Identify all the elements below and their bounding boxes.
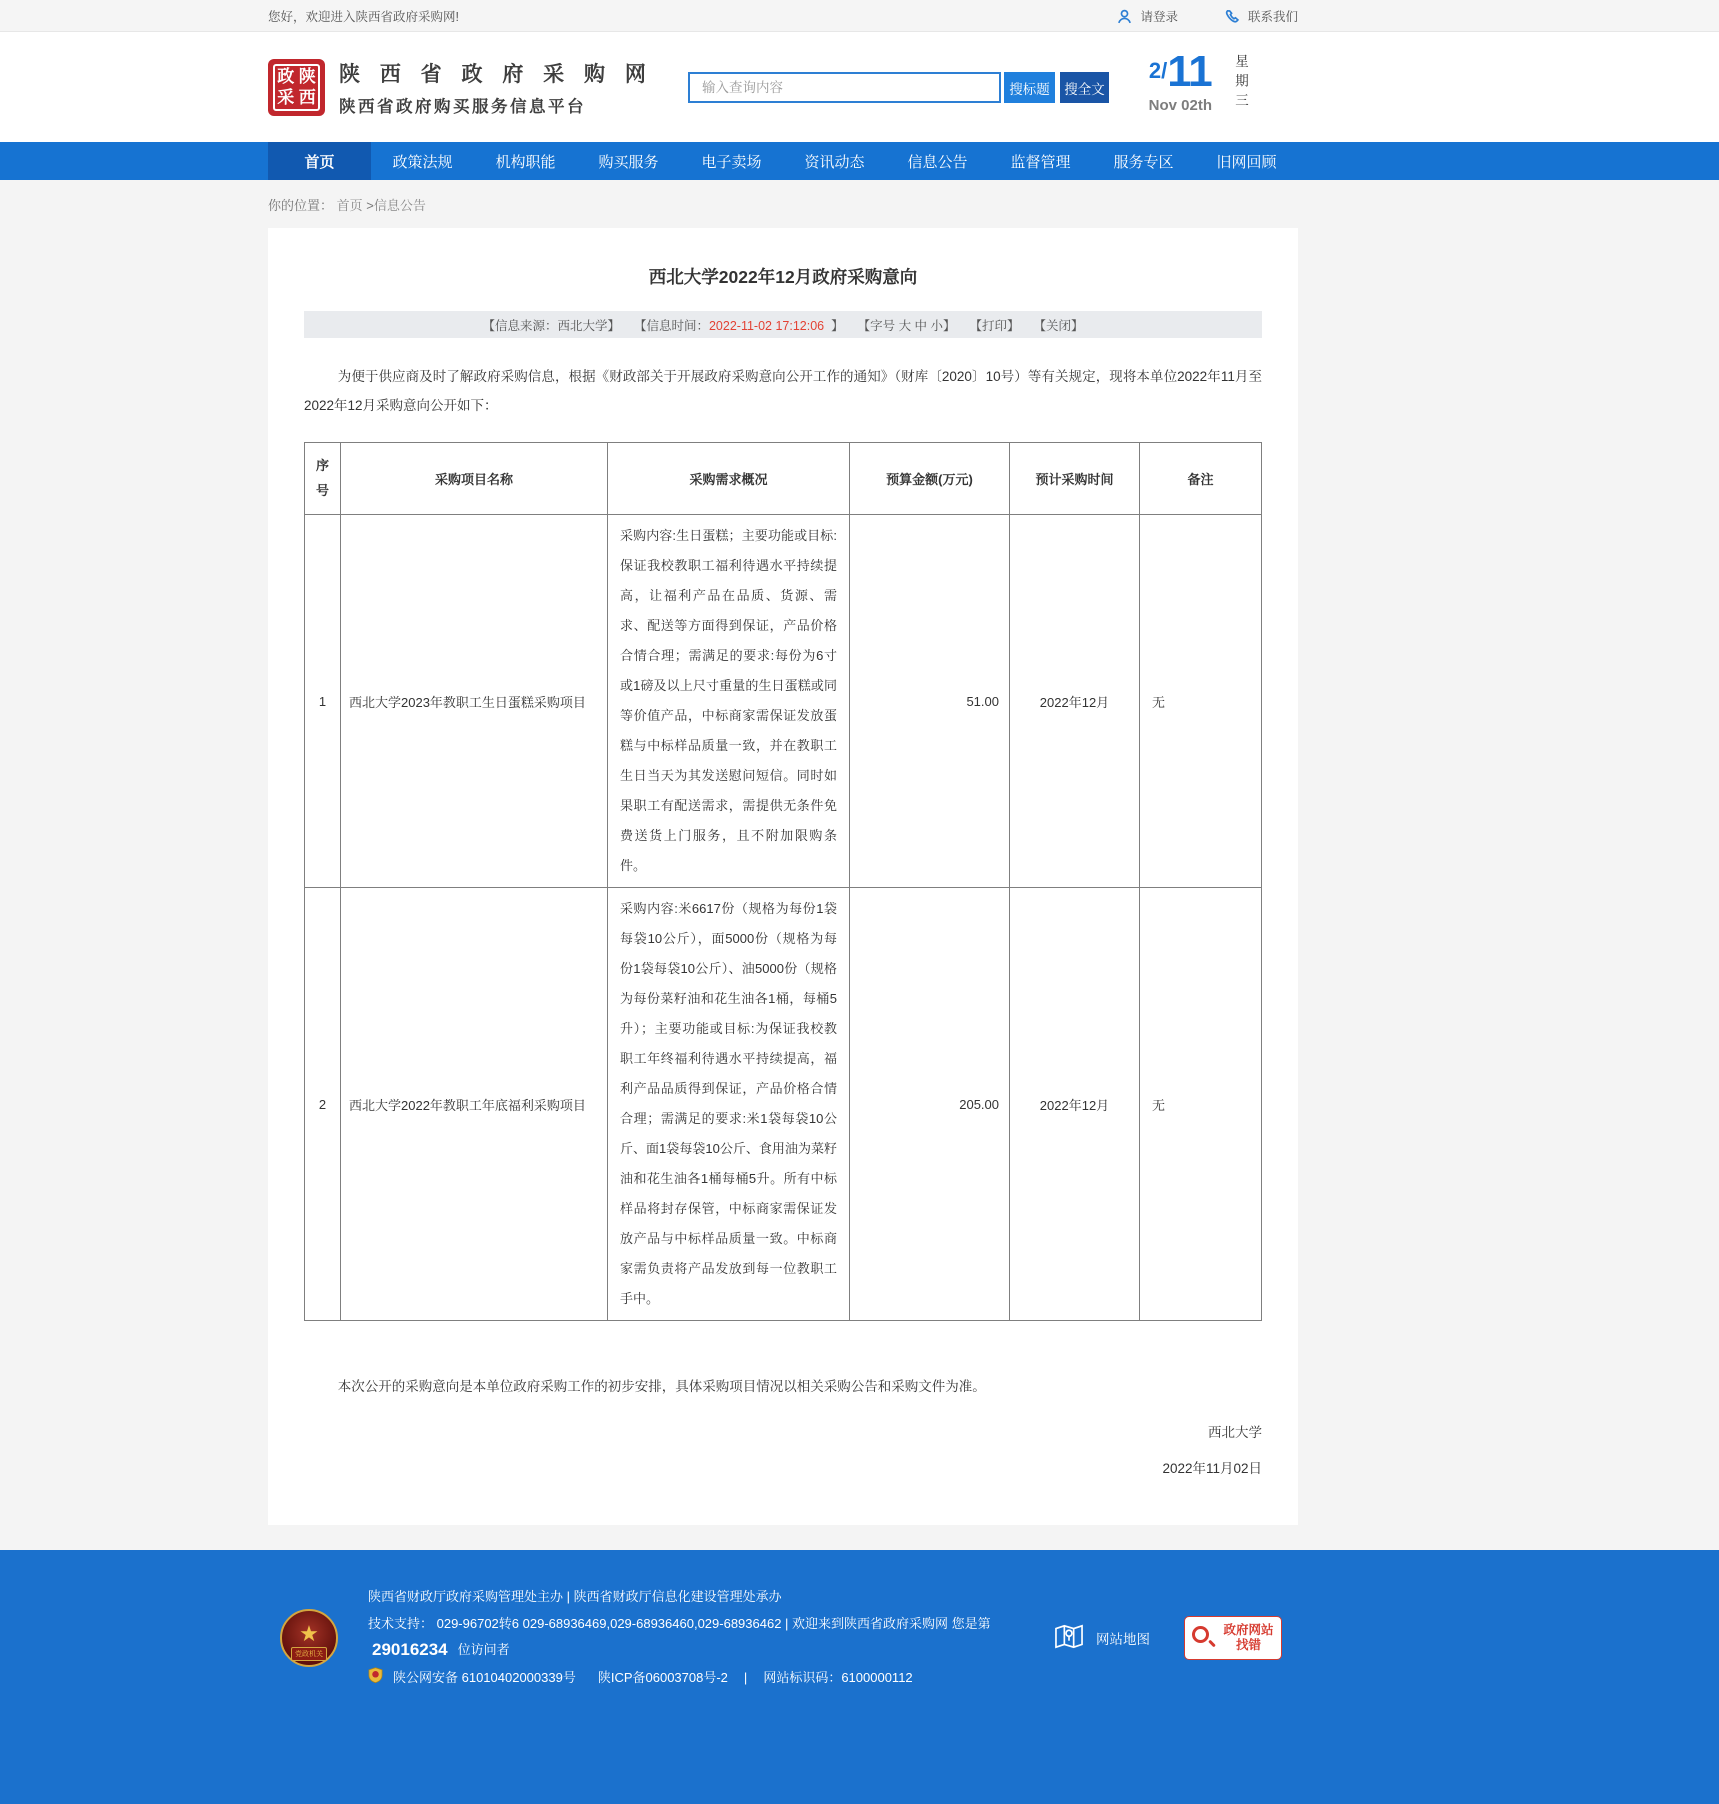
nav-item-purchase-services[interactable]: 购买服务 bbox=[598, 153, 659, 171]
cell-time: 2022年12月 bbox=[1010, 888, 1140, 1321]
nav-item-functions[interactable]: 机构职能 bbox=[495, 153, 556, 171]
error-box-line2: 找错 bbox=[1235, 1638, 1261, 1652]
error-finder-icon bbox=[1192, 1626, 1216, 1650]
cell-project-name: 西北大学2022年教职工年底福利采购项目 bbox=[341, 888, 608, 1321]
contact-link[interactable] bbox=[1224, 7, 1298, 25]
cell-note: 无 bbox=[1140, 888, 1262, 1321]
table-row bbox=[305, 888, 1262, 1321]
cell-demand: 采购内容:米6617份（规格为每份1袋每袋10公斤），面5000份（规格为每份1袋每袋10公斤）、油5000份（规格为每份菜籽油和花生油各1桶，每桶5升）；主要功能或目标:为保证我校教职工年终福利待遇水平持续提高，福利产品品质得到保证，产品价格合情合理；需满足的要求:米1袋每袋10公斤、面1袋每袋10公斤、食用油为菜籽油和花生油各1桶每桶5升。所有中标样品将封存保管，中标商家需保证发放产品与中标样品质量一致。中标商家需负责将产品发放到每一位教职工手中。 bbox=[608, 888, 850, 1321]
breadcrumb-separator: > bbox=[366, 198, 374, 213]
breadcrumb bbox=[268, 195, 1298, 214]
site-logo[interactable] bbox=[268, 58, 653, 117]
table-row bbox=[305, 515, 1262, 888]
procurement-table bbox=[304, 442, 1262, 1321]
site-title: 陕 西 省 政 府 采 购 网 bbox=[339, 62, 653, 86]
login-link[interactable] bbox=[1116, 7, 1178, 25]
article-title: 西北大学2022年12月政府采购意向 bbox=[648, 267, 918, 287]
meta-time: 【信息时间：2022-11-02 17:12:06 】 bbox=[633, 318, 844, 333]
contact-label: 联系我们 bbox=[1247, 10, 1298, 24]
nav-item-announcements[interactable]: 信息公告 bbox=[907, 153, 968, 171]
meta-font-size-control[interactable]: 【字号 大 中 小】 bbox=[857, 318, 956, 333]
nav-item-home[interactable]: 首页 bbox=[268, 142, 371, 180]
breadcrumb-home-link[interactable]: 首页 bbox=[336, 198, 363, 213]
topbar bbox=[0, 0, 1719, 32]
site-header bbox=[0, 32, 1719, 142]
date-weekday: 星期三 bbox=[1233, 54, 1248, 113]
welcome-text: 您好，欢迎进入陕西省政府采购网! bbox=[268, 10, 459, 24]
article-signer: 西北大学 bbox=[1208, 1425, 1262, 1440]
cell-demand: 采购内容:生日蛋糕；主要功能或目标:保证我校教职工福利待遇水平持续提高，让福利产品在品质、货源、需求、配送等方面得到保证，产品价格合情合理；需满足的要求:每份为6寸或1磅及以上尺寸重量的生日蛋糕或同等价值产品，中标商家需保证发放蛋糕与中标样品质量一致，并在教职工生日当天为其发送慰问短信。同时如果职工有配送需求，需提供无条件免费送货上门服务，且不附加限购条件。 bbox=[608, 515, 850, 888]
search-bar bbox=[688, 72, 1109, 103]
footer-beian-line: 陕公网安备 61010402000339号 陕ICP备06003708号-2 | 网站标识码：6100000112 bbox=[368, 1667, 1054, 1689]
cell-budget: 51.00 bbox=[850, 515, 1010, 888]
icp-beian-link[interactable]: 陕ICP备06003708号-2 bbox=[597, 1670, 728, 1685]
search-fulltext-button[interactable]: 搜全文 bbox=[1060, 72, 1109, 103]
nav-item-news[interactable]: 资讯动态 bbox=[804, 153, 865, 171]
col-header-note: 备注 bbox=[1140, 443, 1262, 515]
police-badge-icon bbox=[368, 1667, 383, 1689]
cell-no: 1 bbox=[305, 515, 341, 888]
footer-support-line: 技术支持： 029-96702转6 029-68936469,029-68936460,029-68936462 | 欢迎来到陕西省政府采购网 您是第 29016234 位访问者 bbox=[368, 1616, 991, 1659]
phone-icon bbox=[1224, 8, 1241, 25]
sitemap-link[interactable] bbox=[1054, 1623, 1150, 1653]
col-header-project-name: 采购项目名称 bbox=[341, 443, 608, 515]
sitemap-icon bbox=[1054, 1623, 1084, 1653]
error-box-line1: 政府网站 bbox=[1223, 1623, 1274, 1637]
emblem-label: 党政机关 bbox=[291, 1647, 327, 1661]
search-title-button[interactable]: 搜标题 bbox=[1004, 72, 1055, 103]
col-header-no: 序号 bbox=[305, 443, 341, 515]
login-label: 请登录 bbox=[1140, 10, 1178, 24]
cell-time: 2022年12月 bbox=[1010, 515, 1140, 888]
meta-time-value: 2022-11-02 17:12:06 bbox=[708, 318, 825, 333]
date-month: 2 bbox=[1148, 58, 1162, 83]
col-header-time: 预计采购时间 bbox=[1010, 443, 1140, 515]
sitemap-label: 网站地图 bbox=[1096, 1632, 1150, 1647]
nav-item-supervision[interactable]: 监督管理 bbox=[1010, 153, 1071, 171]
date-day: 11 bbox=[1167, 47, 1212, 96]
search-input[interactable] bbox=[688, 72, 1001, 103]
user-icon bbox=[1116, 8, 1133, 25]
government-emblem-icon: ★ 党政机关 bbox=[280, 1609, 338, 1667]
col-header-budget: 预算金额(万元) bbox=[850, 443, 1010, 515]
logo-seal-icon: 政 陕 采 西 bbox=[268, 59, 325, 116]
cell-no: 2 bbox=[305, 888, 341, 1321]
article-intro: 为便于供应商及时了解政府采购信息，根据《财政部关于开展政府采购意向公开工作的通知》（财库〔2020〕10号）等有关规定，现将本单位2022年11月至2022年12月采购意向公开如下： bbox=[304, 369, 1262, 413]
article-closing: 本次公开的采购意向是本单位政府采购工作的初步安排，具体采购项目情况以相关采购公告和采购文件为准。 bbox=[337, 1379, 986, 1394]
visitor-count: 29016234 bbox=[372, 1640, 448, 1659]
article-card bbox=[268, 228, 1298, 1525]
site-subtitle: 陕西省政府购买服务信息平台 bbox=[339, 97, 586, 116]
article-meta-bar bbox=[304, 311, 1262, 338]
meta-print-button[interactable]: 【打印】 bbox=[969, 318, 1020, 333]
col-header-demand: 采购需求概况 bbox=[608, 443, 850, 515]
main-nav bbox=[0, 142, 1719, 180]
breadcrumb-current-link[interactable]: 信息公告 bbox=[373, 198, 426, 213]
date-widget: 2/11 Nov 02th 星期三 bbox=[1148, 47, 1248, 114]
report-error-button[interactable] bbox=[1184, 1616, 1282, 1660]
table-header-row bbox=[305, 443, 1262, 515]
nav-item-e-market[interactable]: 电子卖场 bbox=[701, 153, 762, 171]
police-beian-link[interactable]: 陕公网安备 61010402000339号 bbox=[393, 1670, 576, 1685]
meta-source: 【信息来源：西北大学】 bbox=[482, 318, 620, 333]
nav-item-policies[interactable]: 政策法规 bbox=[392, 153, 453, 171]
site-code: 网站标识码：6100000112 bbox=[763, 1670, 913, 1685]
cell-note: 无 bbox=[1140, 515, 1262, 888]
meta-close-button[interactable]: 【关闭】 bbox=[1033, 318, 1084, 333]
site-footer bbox=[0, 1550, 1719, 1804]
date-english: Nov 02th bbox=[1148, 97, 1212, 114]
footer-organizer-line: 陕西省财政厅政府采购管理处主办 | 陕西省财政厅信息化建设管理处承办 bbox=[368, 1589, 782, 1604]
breadcrumb-prefix: 你的位置： bbox=[268, 198, 334, 213]
cell-budget: 205.00 bbox=[850, 888, 1010, 1321]
nav-item-old-site[interactable]: 旧网回顾 bbox=[1216, 153, 1277, 171]
cell-project-name: 西北大学2023年教职工生日蛋糕采购项目 bbox=[341, 515, 608, 888]
nav-item-service-zone[interactable]: 服务专区 bbox=[1113, 153, 1174, 171]
article-sign-date: 2022年11月02日 bbox=[1162, 1461, 1262, 1476]
